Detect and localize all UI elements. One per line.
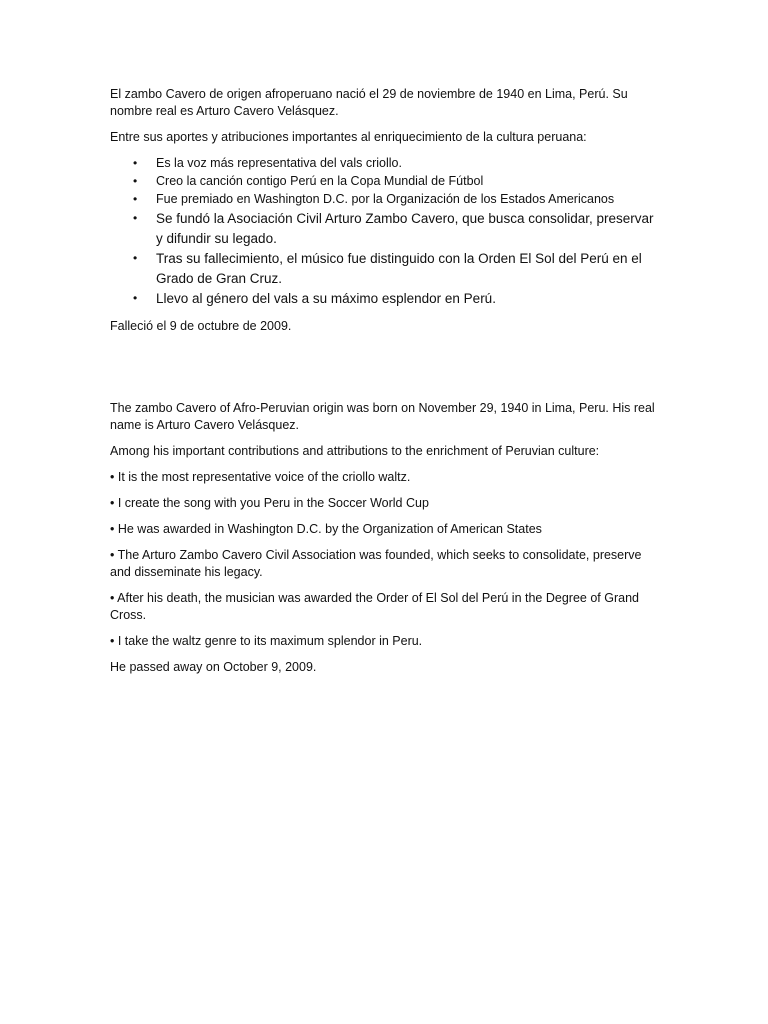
list-item-text: Fue premiado en Washington D.C. por la Organización de los Estados Americanos: [156, 192, 615, 206]
bullet-icon: •: [133, 156, 138, 170]
bullet-icon: •: [133, 291, 138, 305]
english-bullet-paragraph: • I create the song with you Peru in the Soccer World Cup: [110, 496, 429, 510]
bullet-icon: •: [133, 174, 138, 188]
list-item-text: Tras su fallecimiento, el músico fue distinguido con la Orden El Sol del Perú en el Grado de Gran Cruz.: [156, 251, 642, 286]
spanish-section: [110, 86, 660, 344]
list-item: [110, 209, 660, 248]
english-bullet-paragraph: • After his death, the musician was awarded the Order of El Sol del Perú in the Degree of Grand Cross.: [110, 591, 639, 622]
spanish-contributions-list: [110, 155, 660, 309]
bullet-icon: •: [133, 251, 138, 265]
list-item: [110, 191, 660, 208]
list-item: [110, 173, 660, 190]
list-item-text: Es la voz más representativa del vals criollo.: [156, 156, 402, 170]
list-item-text: Creo la canción contigo Perú en la Copa Mundial de Fútbol: [156, 174, 484, 188]
english-contributions-heading: Among his important contributions and attributions to the enrichment of Peruvian culture:: [110, 444, 600, 458]
list-item: [110, 155, 660, 172]
list-item: [110, 289, 660, 309]
english-bullet-paragraph: • He was awarded in Washington D.C. by the Organization of American States: [110, 522, 542, 536]
spanish-death-paragraph: Falleció el 9 de octubre de 2009.: [110, 318, 292, 333]
bullet-icon: •: [133, 211, 138, 225]
spanish-contributions-heading: Entre sus aportes y atribuciones importantes al enriquecimiento de la cultura peruana:: [110, 130, 587, 144]
spanish-intro-paragraph: El zambo Cavero de origen afroperuano nació el 29 de noviembre de 1940 en Lima, Perú. Su nombre real es Arturo Cavero Velásquez.: [110, 87, 628, 118]
english-intro-paragraph: The zambo Cavero of Afro-Peruvian origin was born on November 29, 1940 in Lima, Peru. His real name is Arturo Cavero Velásquez.: [110, 401, 655, 432]
bullet-icon: •: [133, 192, 138, 206]
english-death-paragraph: He passed away on October 9, 2009.: [110, 660, 317, 674]
list-item: [110, 249, 660, 288]
english-bullet-paragraph: • I take the waltz genre to its maximum splendor in Peru.: [110, 634, 423, 648]
english-bullet-paragraph: • The Arturo Zambo Cavero Civil Association was founded, which seeks to consolidate, preserve and disseminate his legacy.: [110, 548, 642, 579]
english-section: [110, 400, 660, 685]
list-item-text: Llevo al género del vals a su máximo esplendor en Perú.: [156, 291, 496, 306]
english-bullet-paragraph: • It is the most representative voice of the criollo waltz.: [110, 470, 411, 484]
list-item-text: Se fundó la Asociación Civil Arturo Zambo Cavero, que busca consolidar, preservar y difundir su legado.: [156, 211, 654, 246]
